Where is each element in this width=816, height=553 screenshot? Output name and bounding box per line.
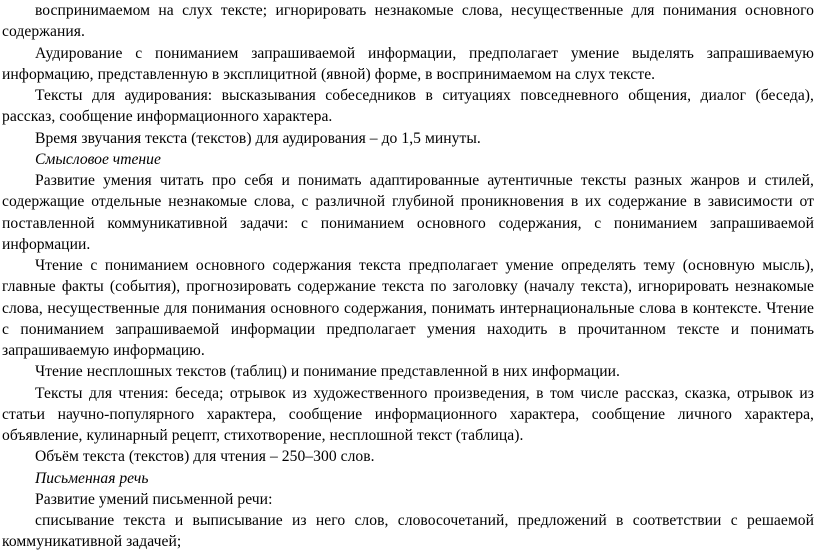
heading-writing: Письменная речь (35, 469, 149, 487)
paragraph-listening-duration: Время звучания текста (текстов) для аудирования – до 1,5 минуты. (35, 129, 481, 147)
paragraph-reading-texts: Тексты для чтения: беседа; отрывок из художественного произведения, в том числе рассказ, сказка, отрывок из статьи научно-популярного характера, сообщение информационного характера, сообщение личного характера, объявление, кулинарный рецепт, стихотворение, несплошной текст (таблица). (2, 384, 814, 444)
paragraph-reading-tables: Чтение несплошных текстов (таблиц) и понимание представленной в них информации. (35, 363, 621, 381)
paragraph-reading-development: Развитие умения читать про себя и понимать адаптированные аутентичные тексты разных жанров и стилей, содержащие отдельные незнакомые слова, с различной глубиной проникновения в их содержание в зависимости от поставленной коммуникативной задачи: с пониманием основного содержания, с пониманием запрашиваемой информации. (2, 172, 814, 253)
heading-reading: Смысловое чтение (35, 150, 161, 168)
document-page (2, 0, 814, 553)
paragraph-listening-main-content-end: воспринимаемом на слух тексте; игнорировать незнакомые слова, несущественные для понимания основного содержания. (2, 2, 814, 41)
paragraph-reading-main-content: Чтение с пониманием основного содержания текста предполагает умение определять тему (основную мысль), главные факты (события), прогнозировать содержание текста по заголовку (началу текста), игнорировать незнакомые слова, несущественные для понимания основного содержания, понимать интернациональные слова в контексте. Чтение с пониманием запрашиваемой информации предполагает умения находить в прочитанном тексте и понимать запрашиваемую информацию. (2, 257, 814, 359)
paragraph-writing-copying: списывание текста и выписывание из него слов, словосочетаний, предложений в соответствии с решаемой коммуникативной задачей; (2, 512, 814, 551)
paragraph-listening-texts: Тексты для аудирования: высказывания собеседников в ситуациях повседневного общения, диалог (беседа), рассказ, сообщение информационного характера. (2, 87, 814, 126)
paragraph-listening-requested-info: Аудирование с пониманием запрашиваемой информации, предполагает умение выделять запрашиваемую информацию, представленную в эксплицитной (явной) форме, в воспринимаемом на слух тексте. (2, 44, 814, 83)
paragraph-reading-volume: Объём текста (текстов) для чтения – 250–300 слов. (35, 448, 375, 466)
paragraph-writing-development: Развитие умений письменной речи: (35, 490, 273, 508)
